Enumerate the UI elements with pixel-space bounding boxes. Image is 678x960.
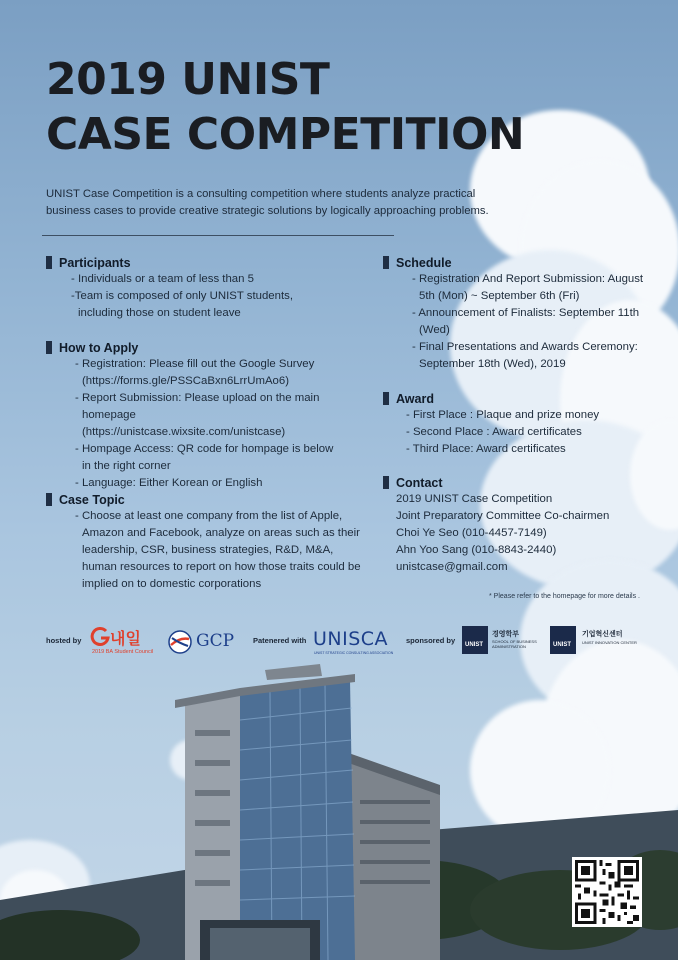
page-title [46,52,524,162]
list-item: - Language: Either Korean or English [75,477,263,489]
list-item: - Individuals or a team of less than 5 [71,273,254,285]
case-topic-section [46,491,376,593]
section-marker-icon [46,493,52,506]
innovation-center-logo: UNIST 기업혁신센터 UNIST INNOVATION CENTER [550,626,640,656]
unist-mark-icon: UNIST [462,626,488,654]
how-to-apply-section [46,339,346,492]
section-heading: Schedule [396,255,452,270]
contact-email[interactable]: unistcase@gmail.com [396,561,508,573]
divider [42,235,394,236]
section-marker-icon [383,476,389,489]
gcp-logo: GCP [167,627,239,657]
section-heading: Award [396,391,434,406]
contact-line: Joint Preparatory Committee Co-chairmen [396,510,610,522]
sponsored-by-label: sponsored by [406,636,456,645]
contact-line: Ahn Yoo Sang (010-8843-2440) [396,544,557,556]
list-item: - Choose at least one company from the list of Apple, Amazon and Facebook, analyze on areas such as their leadership, CSR, business strategies, R&D, M&A, human resources to report on how those traits could be implied on to domestic corporations [75,510,361,590]
sponsor-bar [0,624,678,660]
list-item: - Hompage Access: QR code for hompage is below in the right corner [75,443,334,472]
qr-icon [575,860,639,924]
list-item: - Registration: Please fill out the Google Survey (https://forms.gle/PSSCaBxn6LrrUmAo6) [75,358,315,387]
section-marker-icon [383,256,389,269]
list-item: - Final Presentations and Awards Ceremony: September 18th (Wed), 2019 [412,341,638,370]
naeil-g-icon [90,626,110,646]
title-line-1: 2019 UNIST [46,54,330,105]
list-item: - First Place : Plaque and prize money [406,409,600,421]
section-heading: How to Apply [59,340,139,355]
list-item: - Announcement of Finalists: September 11th (Wed) [412,307,640,336]
list-item: - Registration And Report Submission: August 5th (Mon) ~ September 6th (Fri) [412,273,644,302]
footnote: * Please refer to the homepage for more details . [489,593,640,600]
section-marker-icon [383,392,389,405]
unisca-logo: UNISCA UNIST STRATEGIC CONSULTING ASSOCIATION [313,628,394,655]
award-section [383,390,643,458]
list-item: -Team is composed of only UNIST students, including those on student leave [71,290,293,319]
partnered-with-label: Patenered with [253,636,307,645]
gcp-globe-icon [167,629,193,655]
contact-section [383,474,643,576]
section-marker-icon [46,341,52,354]
title-line-2: CASE COMPETITION [46,109,525,160]
list-item: - Second Place : Award certificates [406,426,582,438]
naeil-logo: 내일 2019 BA Student Council [90,624,156,660]
hosted-by-label: hosted by [46,636,82,645]
participants-section [46,254,346,322]
section-heading: Case Topic [59,492,125,507]
section-marker-icon [46,256,52,269]
section-heading: Contact [396,475,443,490]
schedule-section [383,254,643,373]
contact-line: Choi Ye Seo (010-4457-7149) [396,527,547,539]
homepage-qr-code[interactable] [572,857,642,927]
unist-mark-icon: UNIST [550,626,576,654]
school-of-business-logo: UNIST 경영학부 SCHOOL OF BUSINESS ADMINISTRATION [462,626,542,656]
intro-text: UNIST Case Competition is a consulting competition where students analyze practical business cases to provide creative strategic solutions by logically approaching problems. [46,188,489,217]
list-item: - Report Submission: Please upload on the main homepage (https://unistcase.wixsite.com/unistcase) [75,392,320,438]
contact-line: 2019 UNIST Case Competition [396,493,553,505]
section-heading: Participants [59,255,131,270]
list-item: - Third Place: Award certificates [406,443,566,455]
